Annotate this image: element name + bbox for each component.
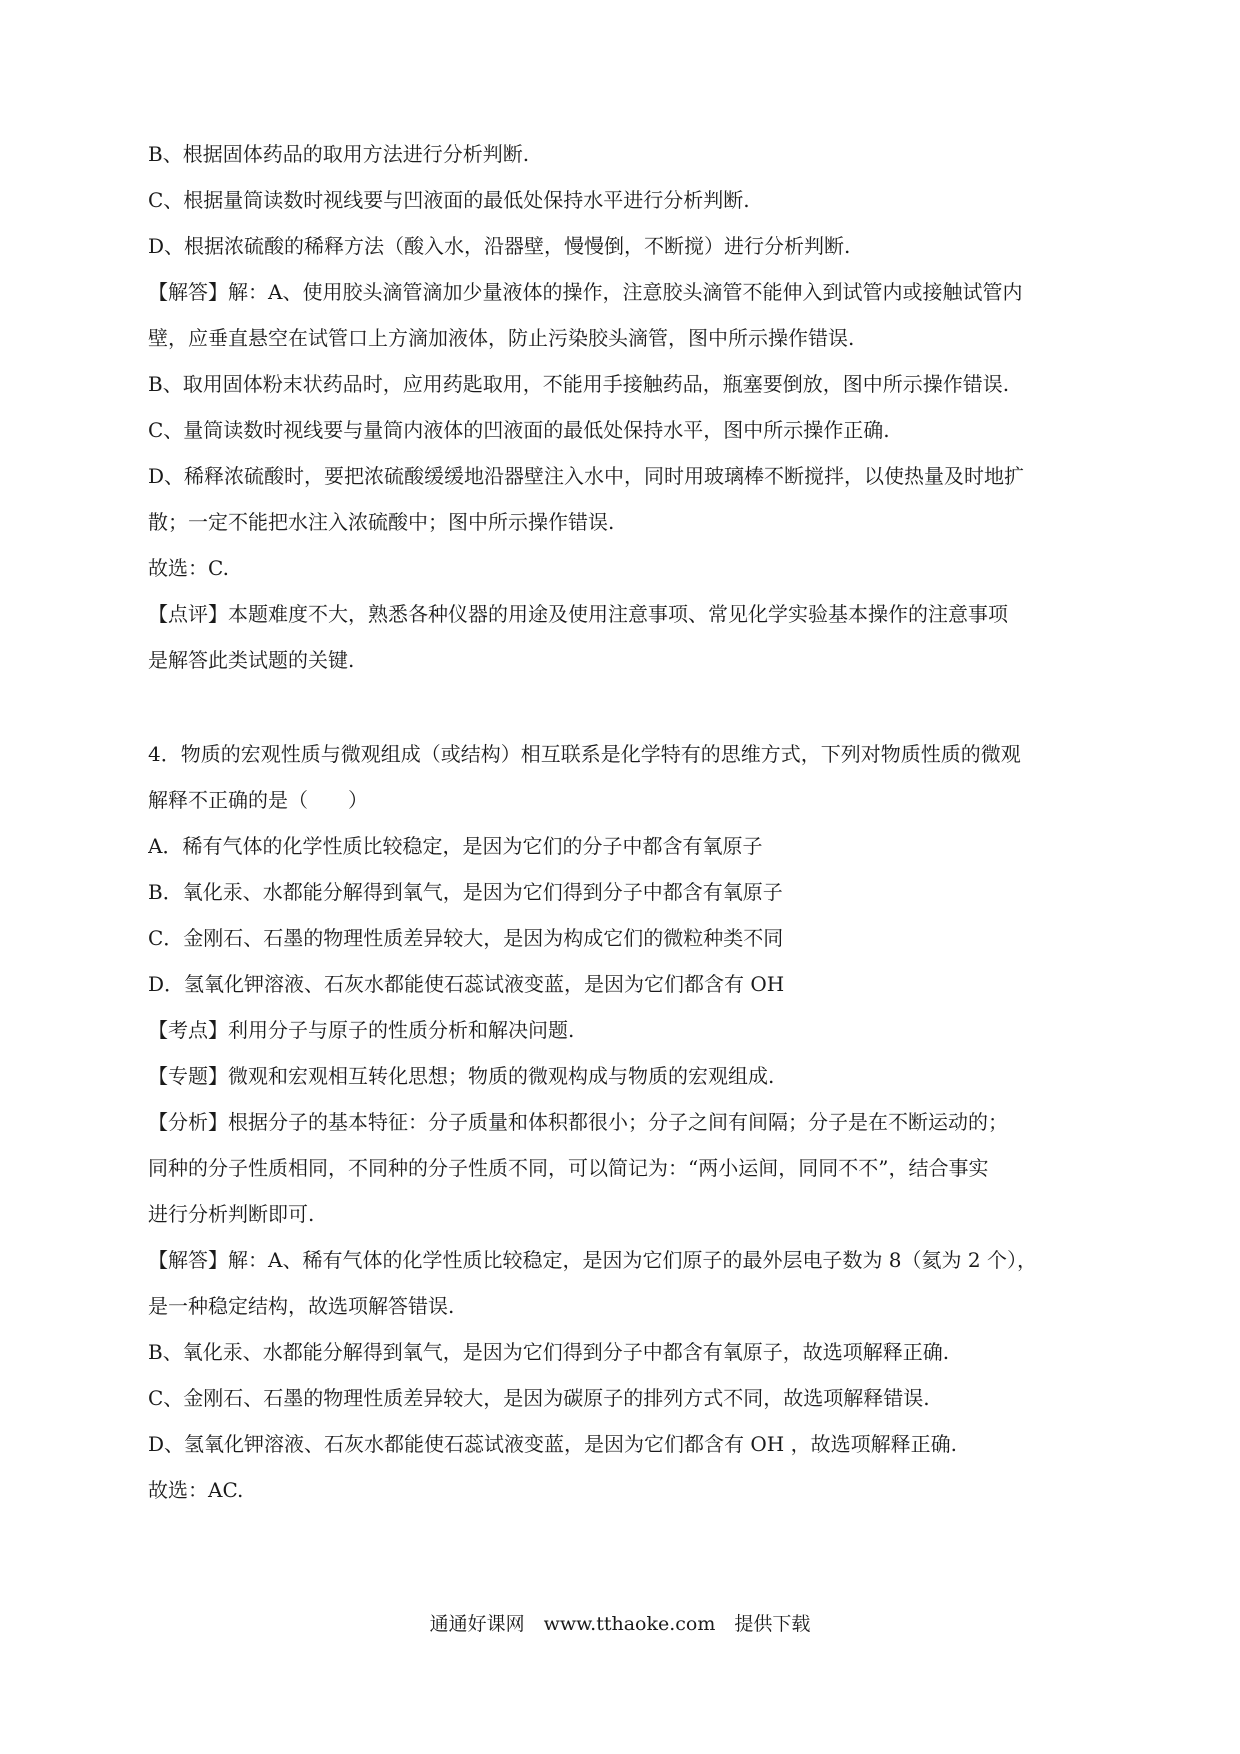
text-line: B、取用固体粉末状药品时，应用药匙取用，不能用手接触药品，瓶塞要倒放，图中所示操作错误. bbox=[148, 372, 1010, 396]
text-line: B、根据固体药品的取用方法进行分析判断. bbox=[148, 142, 530, 166]
text-line: C、金刚石、石墨的物理性质差异较大，是因为碳原子的排列方式不同，故选项解释错误. bbox=[148, 1386, 930, 1410]
text-line: 故选：AC. bbox=[148, 1478, 244, 1502]
text-line: C、根据量筒读数时视线要与凹液面的最低处保持水平进行分析判断. bbox=[148, 188, 750, 212]
text-line: 【专题】微观和宏观相互转化思想；物质的微观构成与物质的宏观组成. bbox=[148, 1064, 775, 1088]
text-line: B、氧化汞、水都能分解得到氧气，是因为它们得到分子中都含有氧原子，故选项解释正确. bbox=[148, 1340, 950, 1364]
text-line: 是一种稳定结构，故选项解答错误. bbox=[148, 1294, 455, 1318]
text-line: 散；一定不能把水注入浓硫酸中；图中所示操作错误. bbox=[148, 510, 615, 534]
text-line: 是解答此类试题的关键. bbox=[148, 648, 355, 672]
option-d: D．氢氧化钾溶液、石灰水都能使石蕊试液变蓝，是因为它们都含有 OH bbox=[148, 972, 785, 996]
text-line: 【解答】解：A、稀有气体的化学性质比较稳定，是因为它们原子的最外层电子数为 8（氦为 2 个）， bbox=[148, 1248, 1037, 1272]
page-footer: 通通好课网 www.tthaoke.com 提供下载 bbox=[429, 1613, 811, 1635]
text-line: 【分析】根据分子的基本特征：分子质量和体积都很小；分子之间有间隔；分子是在不断运动的； bbox=[148, 1110, 1008, 1134]
text-line: 壁，应垂直悬空在试管口上方滴加液体，防止污染胶头滴管，图中所示操作错误. bbox=[148, 326, 855, 350]
text-line: 【解答】解：A、使用胶头滴管滴加少量液体的操作，注意胶头滴管不能伸入到试管内或接触试管内 bbox=[148, 280, 1023, 304]
text-line: D、氢氧化钾溶液、石灰水都能使石蕊试液变蓝，是因为它们都含有 OH ，故选项解释正确. bbox=[148, 1432, 957, 1456]
text-line: D、根据浓硫酸的稀释方法（酸入水，沿器壁，慢慢倒，不断搅）进行分析判断. bbox=[148, 234, 851, 258]
question-line: 解释不正确的是（ ） bbox=[148, 788, 368, 812]
option-a: A．稀有气体的化学性质比较稳定，是因为它们的分子中都含有氧原子 bbox=[148, 834, 763, 858]
question-line: 4．物质的宏观性质与微观组成（或结构）相互联系是化学特有的思维方式，下列对物质性质的微观 bbox=[148, 742, 1021, 766]
text-line: 进行分析判断即可. bbox=[148, 1202, 315, 1226]
text-line: D、稀释浓硫酸时，要把浓硫酸缓缓地沿器壁注入水中，同时用玻璃棒不断搅拌，以使热量及时地扩 bbox=[148, 464, 1025, 488]
text-line: C、量筒读数时视线要与量筒内液体的凹液面的最低处保持水平，图中所示操作正确. bbox=[148, 418, 890, 442]
text-line: 故选：C. bbox=[148, 556, 229, 580]
text-line: 【点评】本题难度不大，熟悉各种仪器的用途及使用注意事项、常见化学实验基本操作的注意事项 bbox=[148, 602, 1008, 626]
text-line: 【考点】利用分子与原子的性质分析和解决问题. bbox=[148, 1018, 575, 1042]
option-b: B．氧化汞、水都能分解得到氧气，是因为它们得到分子中都含有氧原子 bbox=[148, 880, 783, 904]
option-c: C．金刚石、石墨的物理性质差异较大，是因为构成它们的微粒种类不同 bbox=[148, 926, 784, 950]
text-line: 同种的分子性质相同，不同种的分子性质不同，可以简记为：“两小运间，同同不不”，结合事实 bbox=[148, 1156, 989, 1180]
